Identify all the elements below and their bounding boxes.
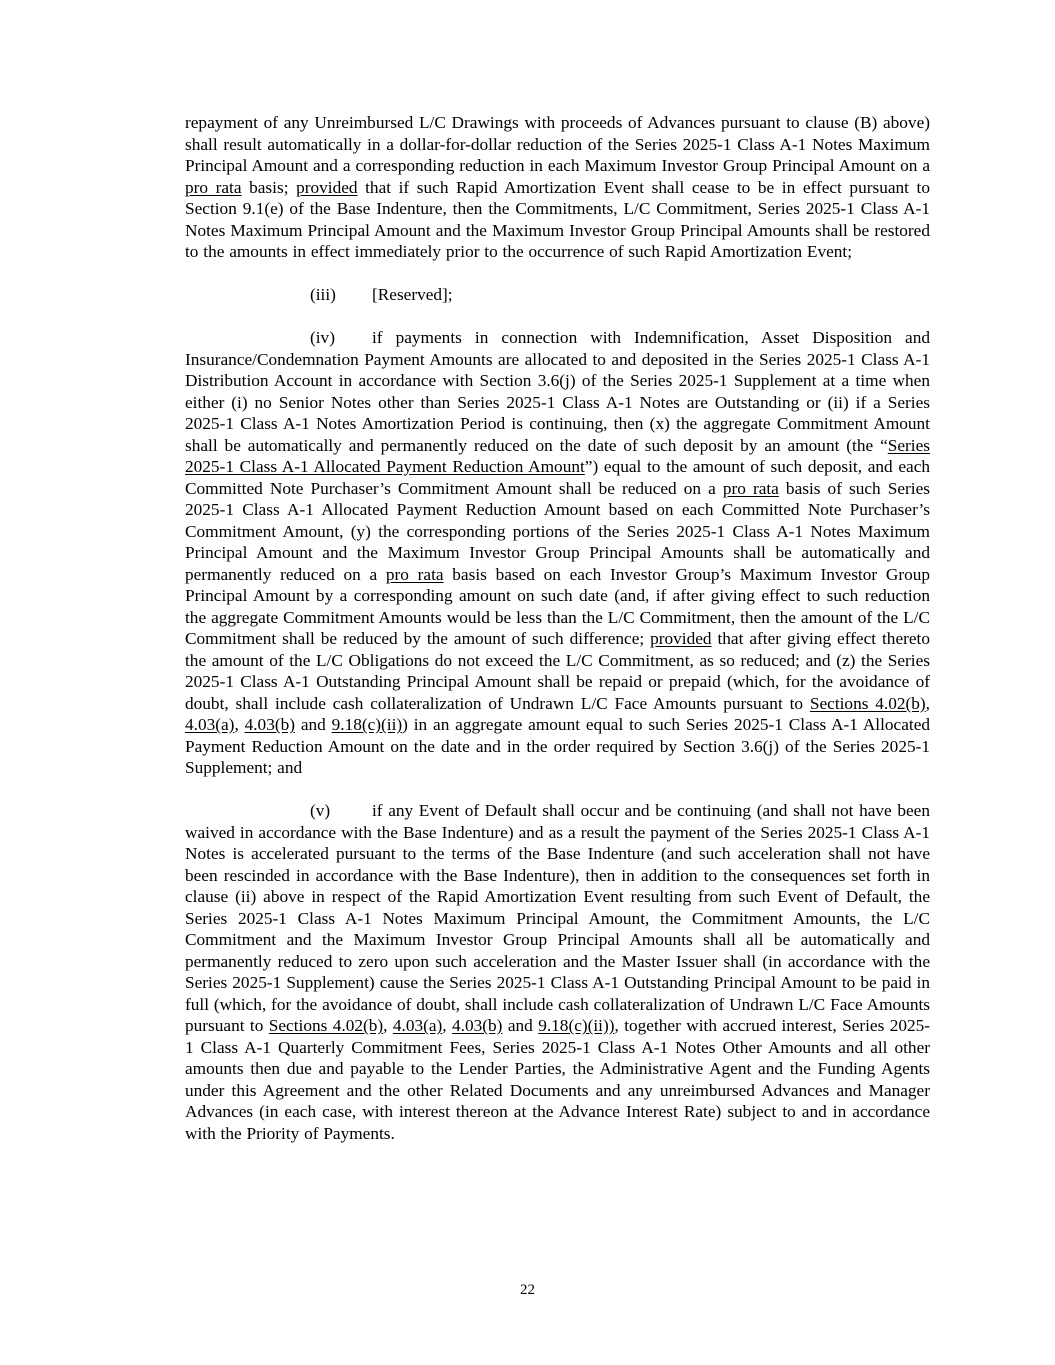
text-segment: that if such Rapid Amortization Event shall cease to be in effect pursuant to Section 9.1(e) of the Base Indenture, then the Commitments, L/C Commitment, Series 2025-1 Class A-1 Notes Maximum Principal Amount and the Maximum Investor Group Principal Amounts shall be restored to the amounts in effect immediately prior to the occurrence of such Rapid Amortization Event; bbox=[185, 177, 930, 261]
text-segment: , bbox=[383, 1016, 393, 1035]
document-body bbox=[185, 112, 930, 1166]
underlined-term: 4.03(b) bbox=[452, 1016, 503, 1035]
text-segment: ”) equal to the amount of such deposit, and each Committed Note Purchaser’s Commitment Amount shall be reduced on a bbox=[185, 457, 931, 498]
underlined-term: Sections 4.02(b) bbox=[268, 1016, 384, 1035]
text-segment: if payments in connection with Indemnification, Asset Disposition and Insurance/Condemnation Payment Amounts are allocated to and deposited in the Series 2025-1 Class A-1 Distribution Account in accordance with Section 3.6(j) of the Series 2025-1 Supplement at a time when either (i) no Senior Notes other than Series 2025-1 Class A-1 Notes are Outstanding or (ii) if a Series 2025-1 Class A-1 Notes Amortization Period is continuing, then (x) the aggregate Commitment Amount shall be automatically and permanently reduced on the date of such deposit by an amount (the “ bbox=[185, 328, 930, 455]
underlined-term: 4.03(a) bbox=[392, 1016, 443, 1035]
clause-number: (iii) bbox=[310, 285, 336, 304]
text-segment: basis of such Series 2025-1 Class A-1 Allocated Payment Reduction Amount based on each Committed Note Purchaser’s Commitment Amount, (y) the corresponding portions of the Series 2025-1 Class A-1 Notes Maximum Principal Amount and the Maximum Investor Group Principal Amounts shall be automatically and permanently reduced on a bbox=[185, 478, 930, 584]
underlined-term: 9.18(c)(ii) bbox=[331, 715, 403, 734]
clause-number: (iv) bbox=[310, 328, 335, 347]
underlined-term: 4.03(b) bbox=[244, 715, 295, 734]
clause-number: (v) bbox=[310, 801, 331, 820]
underlined-term: pro rata bbox=[722, 478, 779, 498]
underlined-term: provided bbox=[650, 629, 712, 648]
text-segment: , bbox=[234, 715, 245, 734]
underlined-term: 4.03(a) bbox=[185, 715, 235, 734]
text-segment: if any Event of Default shall occur and be continuing (and shall not have been waived in accordance with the Base Indenture) and as a result the payment of the Series 2025-1 Class A-1 Notes is accelerated pursuant to the terms of the Base Indenture (and such acceleration shall not have been rescinded in accordance with the Base Indenture), then in addition to the consequences set forth in clause (ii) above in respect of the Rapid Amortization Event resulting from such Event of Default, the Series 2025-1 Class A-1 Notes Maximum Principal Amount, the Commitment Amounts, the L/C Commitment and the Maximum Investor Group Principal Amounts shall all be automatically and permanently reduced to zero upon such acceleration and the Master Issuer shall (in accordance with the Series 2025-1 Supplement) cause the Series 2025-1 Class A-1 Outstanding Principal Amount to be paid in full (which, for the avoidance of doubt, shall include cash collateralization of Undrawn L/C Face Amounts pursuant to bbox=[185, 801, 930, 1035]
paragraph bbox=[185, 112, 930, 263]
text-segment: basis; bbox=[241, 177, 297, 197]
underlined-term: Series 2025-1 Class A-1 Allocated Payment Reduction Amount bbox=[185, 435, 930, 476]
text-segment: ) in an aggregate amount equal to such Series 2025-1 Class A-1 Allocated Payment Reduction Amount on the date and in the order required by Section 3.6(j) of the Series 2025-1 Supplement; and bbox=[185, 715, 931, 777]
underlined-term: 9.18(c)(ii)) bbox=[538, 1016, 615, 1035]
underlined-term: pro rata bbox=[385, 564, 444, 584]
text-segment: that after giving effect thereto the amount of the L/C Obligations do not exceed the L/C Commitment, as so reduced; and (z) the Series 2025-1 Class A-1 Outstanding Principal Amount shall be repaid or prepaid (which, for the avoidance of doubt, shall include cash collateralization of Undrawn L/C Face Amounts pursuant to bbox=[185, 629, 930, 713]
paragraph-clause-v bbox=[185, 800, 930, 1144]
text-segment: [Reserved]; bbox=[372, 285, 453, 304]
text-segment: repayment of any Unreimbursed L/C Drawings with proceeds of Advances pursuant to clause (B) above) shall result automatically in a dollar-for-dollar reduction of the Series 2025-1 Class A-1 Notes Maximum Principal Amount and a corresponding reduction in each Maximum Investor Group Principal Amount on a bbox=[185, 113, 930, 175]
text-segment: , together with accrued interest, Series 2025-1 Class A-1 Quarterly Commitment Fees, Series 2025-1 Class A-1 Notes Other Amounts and all other amounts then due and payable to the Lender Parties, the Administrative Agent and the Funding Agents under this Agreement and the other Related Documents and any unreimbursed Advances and Manager Advances (in each case, with interest thereon at the Advance Interest Rate) subject to and in accordance with the Priority of Payments. bbox=[185, 1016, 931, 1143]
underlined-term: Sections 4.02(b) bbox=[809, 693, 926, 713]
page-number: 22 bbox=[520, 1282, 535, 1298]
underlined-term: provided bbox=[296, 177, 358, 197]
text-segment: basis based on each Investor Group’s Maximum Investor Group Principal Amount by a corresponding amount on such date (and, if after giving effect to such reduction the aggregate Commitment Amounts would be less than the L/C Commitment, then the amount of the L/C Commitment shall be reduced by the amount of such difference; bbox=[185, 564, 930, 648]
paragraph-clause-iii bbox=[185, 284, 930, 306]
text-segment: , bbox=[925, 693, 930, 713]
text-segment: , bbox=[442, 1016, 453, 1035]
text-segment: and bbox=[295, 715, 332, 734]
text-segment: and bbox=[502, 1016, 539, 1035]
paragraph-clause-iv bbox=[185, 327, 930, 779]
underlined-term: pro rata bbox=[185, 177, 242, 197]
